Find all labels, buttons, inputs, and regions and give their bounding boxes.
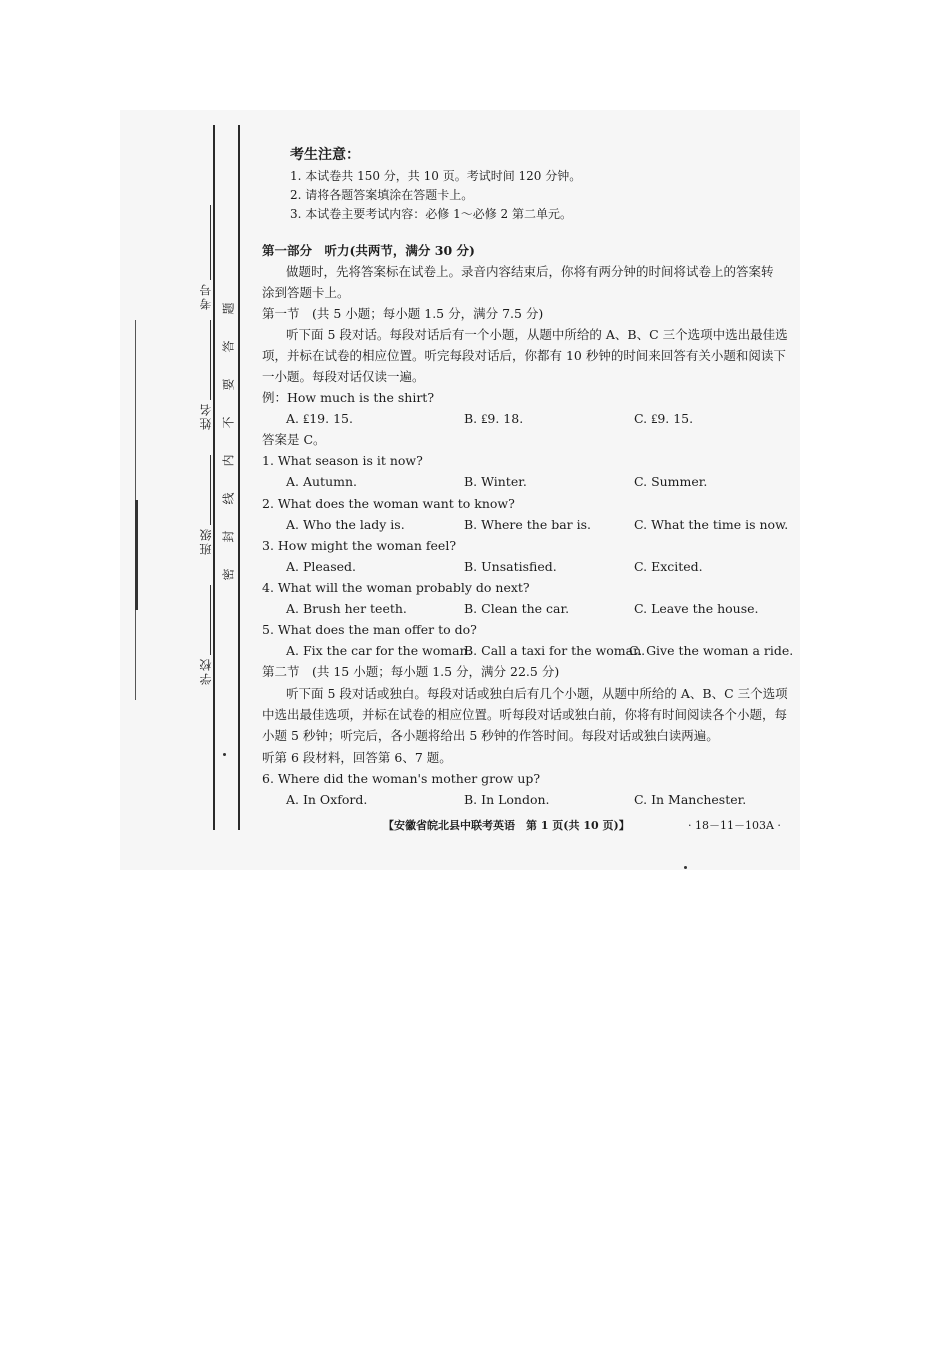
question-6-option-c: C. In Manchester. (634, 792, 747, 807)
field-label-exam-no: 考号 (199, 282, 213, 310)
question-5-option-c: C. Give the woman a ride. (629, 643, 794, 658)
section2-heading: 第二节 (共 15 小题；每小题 1.5 分，满分 22.5 分) (262, 664, 560, 679)
question-4-option-b: B. Clean the car. (464, 601, 570, 616)
example-question: 例：How much is the shirt? (262, 390, 435, 405)
question-3-option-b: B. Unsatisfied. (464, 559, 557, 574)
field-line-class (210, 455, 211, 525)
question-5-option-b: B. Call a taxi for the woman. (464, 643, 646, 658)
seal-char: 内 (221, 454, 236, 467)
binding-line-outer (213, 125, 215, 830)
question-1-option-b: B. Winter. (464, 474, 527, 489)
example-answer: 答案是 C。 (262, 432, 326, 447)
question-1-option-a: A. Autumn. (286, 474, 358, 489)
question-3-option-c: C. Excited. (634, 559, 703, 574)
example-option-a: A. ₤19. 15. (286, 411, 353, 426)
field-label-school: 学校 (199, 657, 213, 685)
scan-speck (223, 753, 226, 756)
notice-title: 考生注意： (290, 147, 360, 163)
binding-line-inner (238, 125, 240, 830)
section1-instruction: 项，并标在试卷的相应位置。听完每段对话后，你都有 10 秒钟的时间来回答有关小题和阅读下 (262, 348, 786, 363)
part1-heading: 第一部分 听力(共两节，满分 30 分) (262, 243, 475, 258)
question-6: 6. Where did the woman's mother grow up? (262, 771, 541, 786)
scan-speck (684, 866, 687, 869)
question-1: 1. What season is it now? (262, 453, 423, 468)
binding-edge-mark-bold (135, 500, 138, 610)
part1-intro-line: 做题时，先将答案标在试卷上。录音内容结束后，你将有两分钟的时间将试卷上的答案转 (286, 264, 774, 279)
seal-char: 要 (221, 378, 236, 391)
part1-intro-line: 涂到答题卡上。 (262, 285, 350, 300)
field-label-name: 姓名 (199, 402, 213, 430)
question-4-option-a: A. Brush her teeth. (286, 601, 407, 616)
section2-instruction: 听下面 5 段对话或独白。每段对话或独白后有几个小题，从题中所给的 A、B、C 三个选项 (286, 686, 788, 701)
page-footer-title: 【安徽省皖北县中联考英语 第 1 页(共 10 页)】 (383, 819, 630, 832)
example-option-b: B. ₤9. 18. (464, 411, 524, 426)
section2-instruction: 小题 5 秒钟；听完后，各小题将给出 5 秒钟的作答时间。每段对话或独白读两遍。 (262, 728, 719, 743)
seal-char: 线 (221, 492, 236, 505)
seal-char: 题 (221, 302, 236, 315)
question-5-option-a: A. Fix the car for the woman. (286, 643, 472, 658)
question-4-option-c: C. Leave the house. (634, 601, 759, 616)
seal-char: 答 (221, 340, 236, 353)
example-option-c: C. ₤9. 15. (634, 411, 694, 426)
question-5: 5. What does the man offer to do? (262, 622, 477, 637)
question-1-option-c: C. Summer. (634, 474, 708, 489)
section1-instruction: 一小题。每段对话仅读一遍。 (262, 369, 425, 384)
page-footer-code: · 18－11－103A · (688, 819, 781, 832)
field-label-class: 班级 (199, 527, 213, 555)
question-2: 2. What does the woman want to know? (262, 496, 515, 511)
seal-char: 不 (221, 416, 236, 429)
question-3-option-a: A. Pleased. (286, 559, 357, 574)
question-6-option-b: B. In London. (464, 792, 550, 807)
field-line-name (210, 320, 211, 400)
section1-instruction: 听下面 5 段对话。每段对话后有一个小题，从题中所给的 A、B、C 三个选项中选出最佳选 (286, 327, 788, 342)
notice-item: 2. 请将各题答案填涂在答题卡上。 (290, 188, 474, 202)
question-4: 4. What will the woman probably do next? (262, 580, 530, 595)
seal-char: 封 (221, 530, 236, 543)
question-3: 3. How might the woman feel? (262, 538, 457, 553)
question-2-option-c: C. What the time is now. (634, 517, 789, 532)
section2-material: 听第 6 段材料，回答第 6、7 题。 (262, 750, 452, 765)
question-6-option-a: A. In Oxford. (286, 792, 368, 807)
field-line-school (210, 585, 211, 655)
notice-item: 3. 本试卷主要考试内容：必修 1～必修 2 第二单元。 (290, 207, 572, 221)
question-2-option-b: B. Where the bar is. (464, 517, 592, 532)
notice-item: 1. 本试卷共 150 分，共 10 页。考试时间 120 分钟。 (290, 169, 582, 183)
field-line-exam-no (210, 205, 211, 280)
section2-instruction: 中选出最佳选项，并标在试卷的相应位置。听每段对话或独白前，你将有时间阅读各个小题，每 (262, 707, 788, 722)
seal-char: 密 (221, 568, 236, 581)
section1-heading: 第一节 (共 5 小题；每小题 1.5 分，满分 7.5 分) (262, 306, 544, 321)
question-2-option-a: A. Who the lady is. (286, 517, 405, 532)
